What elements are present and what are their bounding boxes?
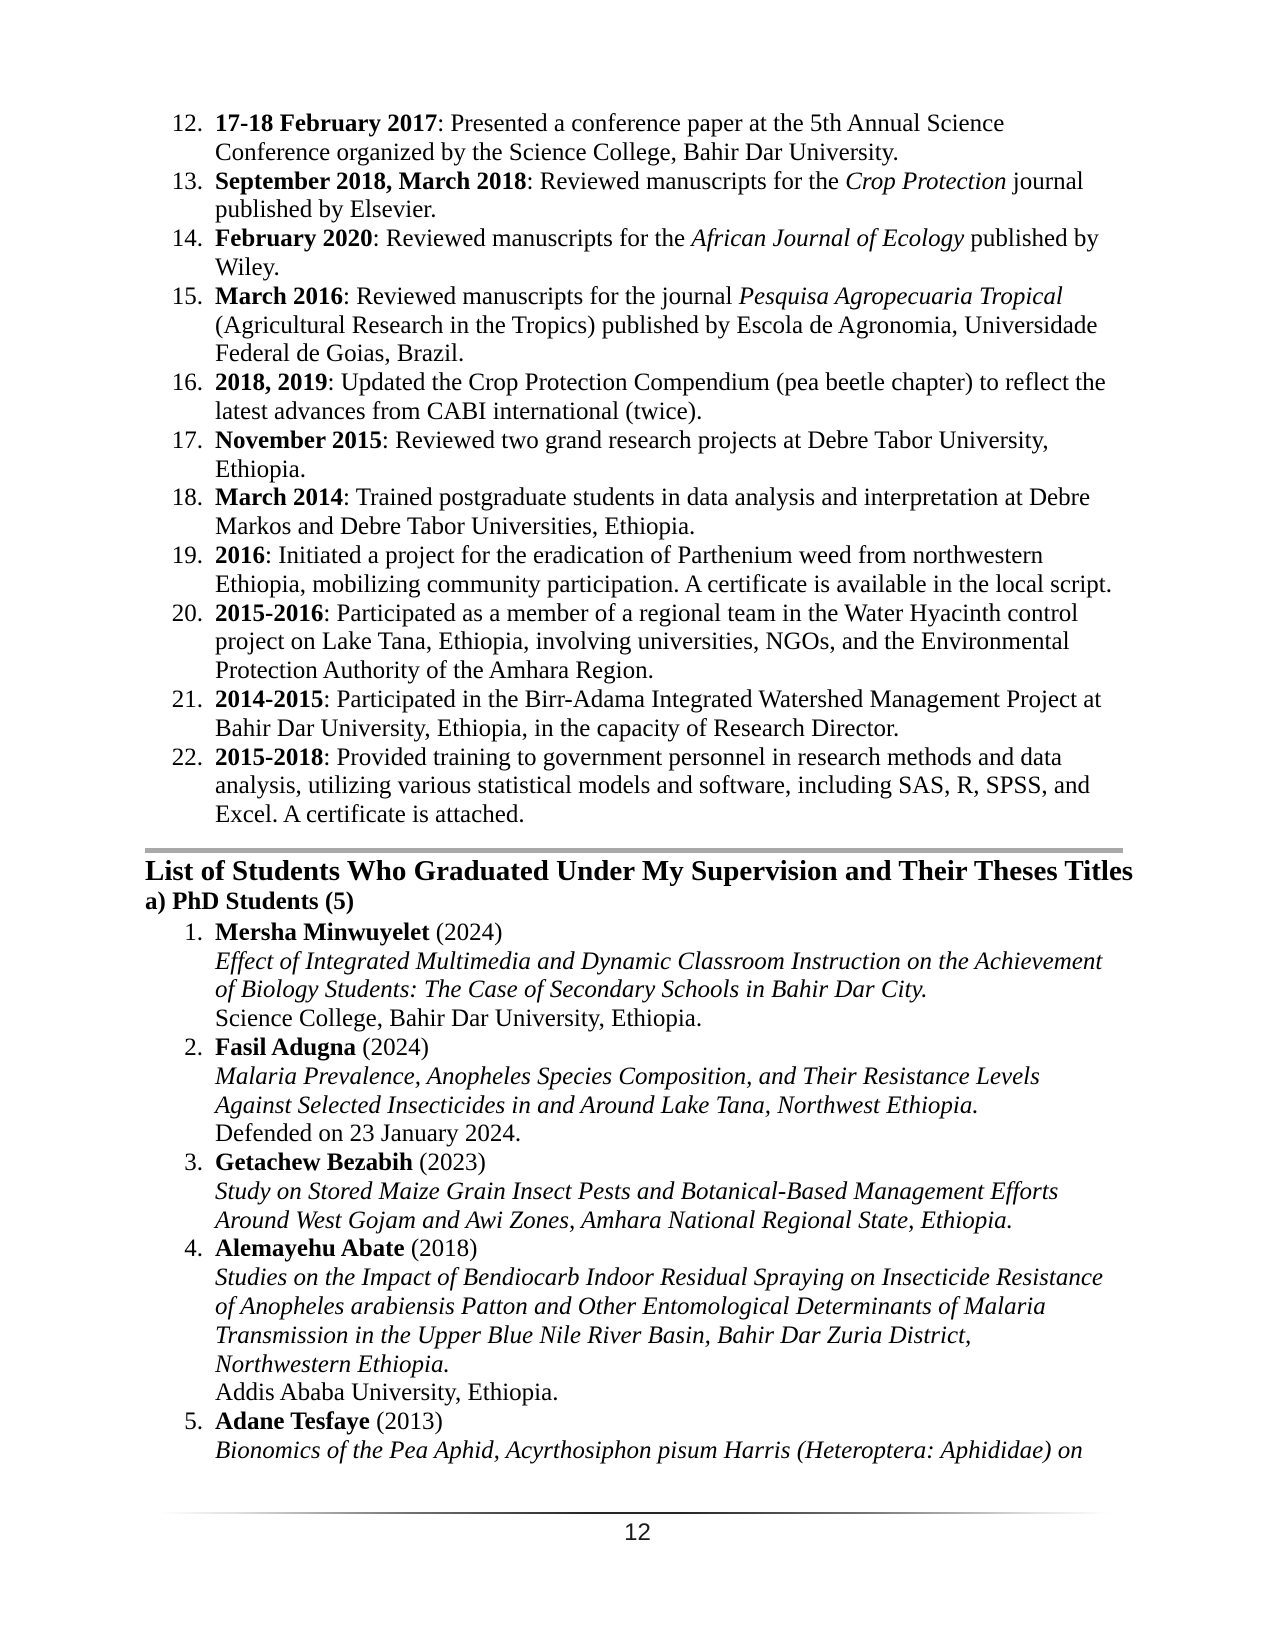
text-segment: February 2020: [215, 225, 373, 253]
item-line: [215, 542, 1087, 571]
student-number: 1.: [184, 918, 203, 946]
item-line: [215, 801, 1087, 830]
section-divider: [145, 848, 1123, 853]
text-segment: November 2015: [215, 426, 382, 454]
item-line: [215, 110, 1087, 139]
text-segment: Bahir Dar University, Ethiopia, in the capacity of Research Director.: [215, 714, 900, 742]
item-number: 17.: [171, 426, 203, 454]
text-segment: Conference organized by the Science College, Bahir Dar University.: [215, 138, 899, 166]
list-item: [145, 225, 1130, 283]
subsection-title: a) PhD Students (5): [145, 887, 355, 915]
text-segment: analysis, utilizing various statistical models and software, including SAS, R, SPSS, and: [215, 772, 1090, 800]
item-number: 22.: [171, 743, 203, 771]
item-line: [215, 456, 1087, 485]
item-number: 21.: [171, 685, 203, 713]
item-line: [215, 168, 1087, 197]
section-title: List of Students Who Graduated Under My Supervision and Their Theses Titles: [145, 854, 1134, 887]
item-line: [215, 283, 1087, 312]
item-text: [215, 685, 1102, 744]
student-name: Fasil Adugna: [215, 1033, 357, 1061]
item-text: [215, 369, 1106, 427]
item-number: 16.: [171, 369, 203, 397]
text-segment: : Reviewed two grand research projects at Debre Tabor University,: [381, 426, 1049, 454]
item-line: [215, 685, 1102, 715]
list-item: [145, 110, 1130, 168]
text-segment: : Participated as a member of a regional team in the Water Hyacinth control: [323, 599, 1079, 627]
student-name-line: [215, 1034, 1087, 1063]
activities-list: [145, 110, 1130, 830]
graduation-year: (2024): [435, 918, 503, 946]
item-line: [215, 196, 1087, 225]
text-segment: 2016: [215, 541, 265, 569]
text-segment: Markos and Debre Tabor Universities, Ethiopia.: [215, 513, 696, 541]
text-segment: 2018, 2019: [215, 369, 328, 397]
text-segment: Protection Authority of the Amhara Region.: [215, 657, 654, 685]
item-line: [215, 715, 1087, 744]
list-item: [145, 686, 1130, 744]
item-line: [215, 139, 1087, 168]
list-item: [145, 542, 1130, 600]
item-line: [215, 398, 1087, 427]
item-text: [215, 600, 1087, 686]
student-text: [215, 1408, 1087, 1466]
item-line: [215, 513, 1087, 542]
thesis-title-line: Transmission in the Upper Blue Nile River Basin, Bahir Dar Zuria District,: [215, 1321, 972, 1349]
item-text: [215, 484, 1091, 542]
item-text: [215, 743, 1090, 830]
item-number: 18.: [171, 484, 203, 512]
student-item: [145, 1034, 1130, 1149]
text-segment: : Participated in the Birr-Adama Integrated Watershed Management Project at: [323, 685, 1102, 713]
student-name-line: [215, 1408, 1087, 1437]
text-segment: : Provided training to government personnel in research methods and data: [323, 743, 1063, 771]
list-item: [145, 369, 1130, 427]
text-segment: : Initiated a project for the eradication of Parthenium weed from northwestern: [265, 541, 1044, 569]
list-item: [145, 600, 1130, 686]
item-text: [215, 541, 1112, 600]
item-number: 14.: [171, 225, 203, 253]
list-item: [145, 484, 1130, 542]
student-text: [215, 1149, 1087, 1235]
thesis-title-line: Study on Stored Maize Grain Insect Pests and Botanical-Based Management Efforts: [215, 1177, 1059, 1205]
item-line: [215, 600, 1087, 629]
item-text: [215, 110, 1087, 168]
list-item: [145, 168, 1130, 226]
thesis-title-line: Against Selected Insecticides in and Around Lake Tana, Northwest Ethiopia.: [215, 1091, 979, 1119]
item-line: [215, 570, 1112, 600]
student-number: 4.: [184, 1235, 203, 1263]
page-number: 12: [624, 1519, 651, 1546]
student-item: [145, 1235, 1130, 1408]
text-segment: African Journal of Ecology: [691, 225, 965, 253]
thesis-title-line: Bionomics of the Pea Aphid, Acyrthosiphon pisum Harris (Heteroptera: Aphididae) on: [215, 1437, 1083, 1465]
text-segment: : Reviewed manuscripts for the: [372, 225, 692, 253]
item-number: 12.: [171, 110, 203, 137]
student-text: [215, 918, 1103, 1034]
student-item: [145, 919, 1130, 1034]
student-text: [215, 1235, 1104, 1408]
text-segment: Crop Protection: [845, 167, 1007, 195]
item-line: [215, 225, 1099, 254]
item-text: [215, 225, 1099, 283]
text-segment: 2014-2015: [215, 685, 324, 713]
affiliation-line: Defended on 23 January 2024.: [215, 1120, 522, 1148]
graduation-year: (2018): [410, 1235, 478, 1263]
item-number: 20.: [171, 599, 203, 627]
thesis-title-line: of Anopheles arabiensis Patton and Other Entomological Determinants of Malaria: [215, 1293, 1046, 1321]
item-number: 13.: [171, 167, 203, 195]
text-segment: : Presented a conference paper at the 5th Annual Science: [437, 110, 1005, 137]
student-name-line: [215, 919, 1087, 948]
text-segment: March 2016: [215, 282, 343, 310]
text-segment: Federal de Goias, Brazil.: [215, 340, 465, 368]
text-segment: Ethiopia, mobilizing community participation. A certificate is available in the local script.: [215, 570, 1112, 598]
student-item: [145, 1149, 1130, 1235]
list-item: [145, 744, 1130, 830]
student-number: 5.: [184, 1408, 203, 1436]
item-line: [215, 484, 1091, 513]
item-line: [215, 254, 1087, 283]
item-line: [215, 311, 1098, 341]
thesis-title-line: Northwestern Ethiopia.: [215, 1350, 450, 1378]
text-segment: : Reviewed manuscripts for the journal: [343, 282, 739, 310]
thesis-title-line: of Biology Students: The Case of Secondary Schools in Bahir Dar City.: [215, 976, 928, 1004]
item-line: [215, 427, 1087, 456]
graduation-year: (2024): [362, 1033, 429, 1061]
text-segment: Ethiopia.: [215, 455, 306, 483]
affiliation-line: Science College, Bahir Dar University, Ethiopia.: [215, 1005, 703, 1033]
item-number: 19.: [171, 541, 203, 569]
item-text: [215, 282, 1098, 369]
item-line: [215, 340, 1087, 369]
item-line: [215, 657, 1087, 686]
student-number: 3.: [184, 1149, 203, 1177]
student-item: [145, 1408, 1130, 1466]
student-text: [215, 1034, 1087, 1149]
thesis-title-line: Effect of Integrated Multimedia and Dynamic Classroom Instruction on the Achievement: [215, 947, 1103, 975]
thesis-title-line: Studies on the Impact of Bendiocarb Indoor Residual Spraying on Insecticide Resistance: [215, 1264, 1104, 1292]
text-segment: March 2014: [215, 484, 343, 512]
item-text: [215, 427, 1087, 485]
footer-rule: [160, 1512, 1110, 1514]
item-line: [215, 772, 1090, 801]
thesis-title-line: Around West Gojam and Awi Zones, Amhara National Regional State, Ethiopia.: [215, 1206, 1013, 1234]
text-segment: : Reviewed manuscripts for the: [526, 167, 846, 195]
student-name: Alemayehu Abate: [215, 1235, 405, 1263]
text-segment: project on Lake Tana, Ethiopia, involving universities, NGOs, and the Environmental: [215, 628, 1070, 656]
student-name-line: [215, 1149, 1087, 1178]
text-segment: 17-18 February 2017: [215, 110, 438, 137]
affiliation-line: Addis Ababa University, Ethiopia.: [215, 1379, 559, 1407]
thesis-title-line: Malaria Prevalence, Anopheles Species Composition, and Their Resistance Levels: [215, 1062, 1040, 1090]
text-segment: published by Elsevier.: [215, 196, 437, 224]
text-segment: journal: [1006, 167, 1084, 195]
text-segment: Pesquisa Agropecuaria Tropical: [738, 282, 1063, 310]
students-list: [145, 919, 1130, 1466]
graduation-year: (2023): [419, 1149, 486, 1177]
item-line: [215, 628, 1087, 657]
item-line: [215, 369, 1106, 398]
text-segment: latest advances from CABI international (twice).: [215, 397, 703, 425]
text-segment: (Agricultural Research in the Tropics) published by Escola de Agronomia, Universidade: [215, 311, 1098, 339]
graduation-year: (2013): [376, 1408, 443, 1436]
text-segment: : Updated the Crop Protection Compendium (pea beetle chapter) to reflect the: [327, 369, 1106, 397]
text-segment: Wiley.: [215, 253, 280, 281]
text-segment: published by: [964, 225, 1099, 253]
text-segment: : Trained postgraduate students in data analysis and interpretation at Debre: [343, 484, 1091, 512]
item-number: 15.: [171, 282, 203, 310]
student-name: Mersha Minwuyelet: [215, 918, 430, 946]
student-name-line: [215, 1235, 1087, 1264]
student-name: Adane Tesfaye: [215, 1408, 370, 1436]
text-segment: 2015-2018: [215, 743, 324, 771]
list-item: [145, 283, 1130, 369]
student-name: Getachew Bezabih: [215, 1149, 413, 1177]
text-segment: September 2018, March 2018: [215, 167, 527, 195]
page-content: [145, 110, 1134, 1466]
text-segment: 2015-2016: [215, 599, 324, 627]
item-text: [215, 168, 1087, 226]
student-number: 2.: [184, 1033, 203, 1061]
item-line: [215, 744, 1087, 773]
list-item: [145, 427, 1130, 485]
text-segment: Excel. A certificate is attached.: [215, 801, 525, 829]
